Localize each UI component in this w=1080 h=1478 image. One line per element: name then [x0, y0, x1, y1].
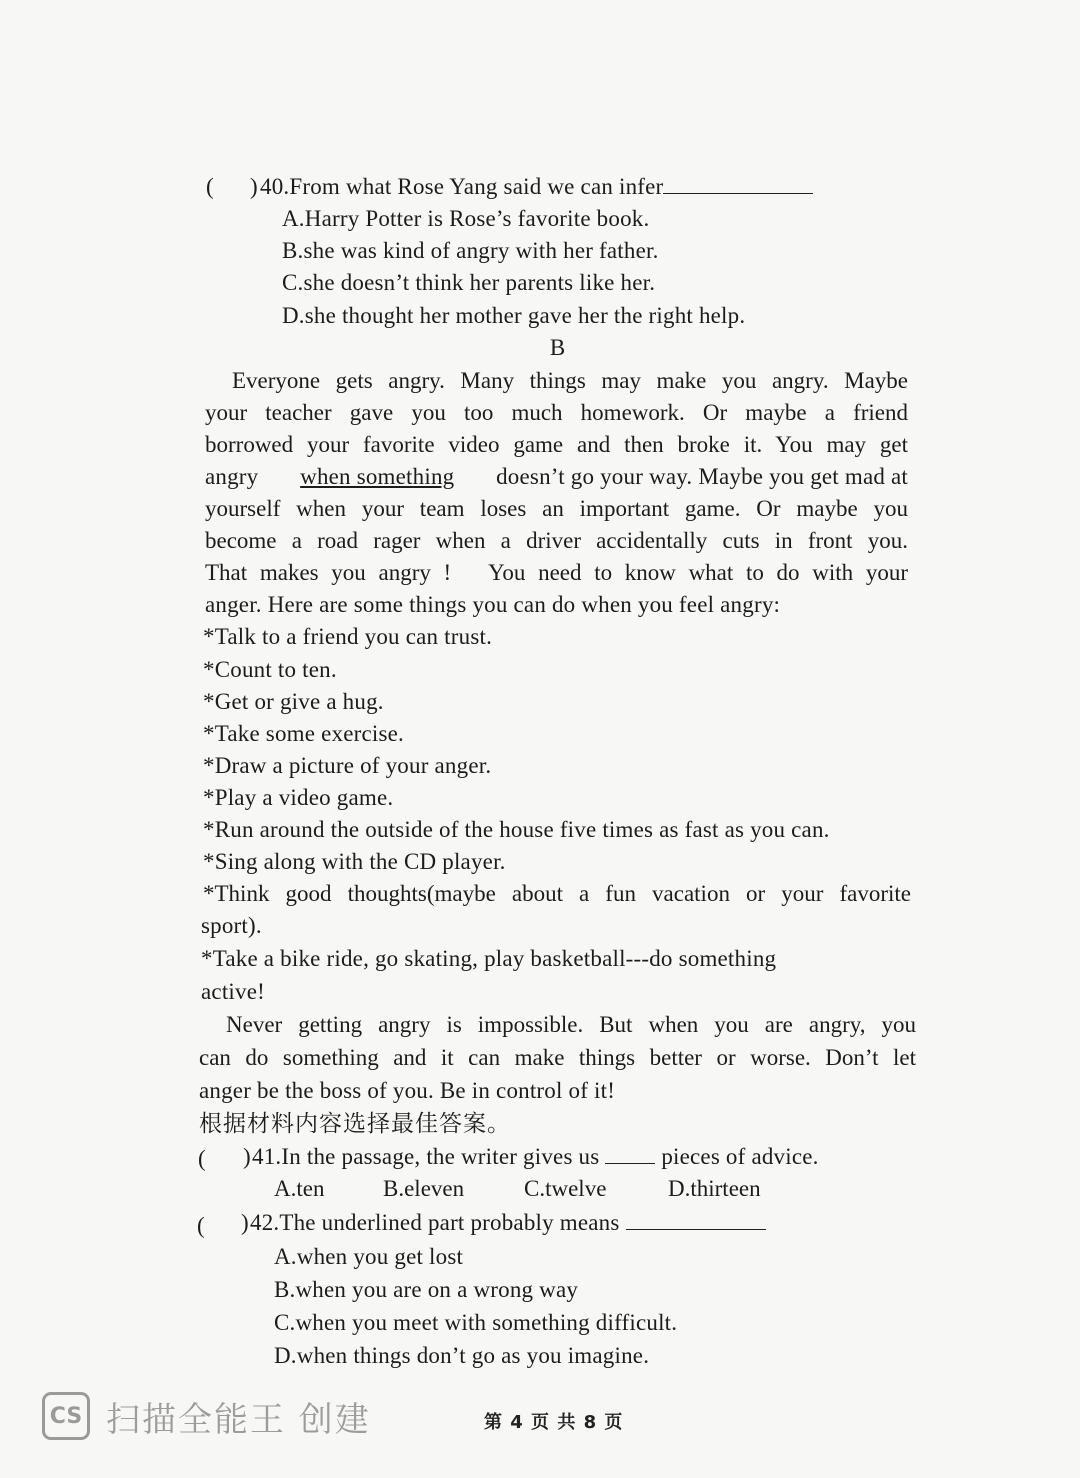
q41-option-a: A.ten — [274, 1176, 325, 1201]
tip-6: *Play a video game. — [203, 785, 394, 810]
para1-line-1: Everyone gets angry. Many things may make you angry. Maybe — [232, 368, 908, 393]
para2-line-3: anger be the boss of you. Be in control of it! — [199, 1078, 616, 1103]
q41-answer-blank — [605, 1145, 655, 1164]
camscanner-watermark — [42, 1390, 371, 1442]
camscanner-logo-icon: CS — [42, 1392, 90, 1440]
watermark-text: 扫描全能王 创建 — [106, 1399, 371, 1440]
tip-10-cont: active! — [201, 979, 265, 1004]
q40-option-c: C.she doesn’t think her parents like her. — [282, 270, 656, 295]
q40-option-d: D.she thought her mother gave her the right help. — [282, 303, 746, 328]
q42-stem-text: 42.The underlined part probably means — [250, 1210, 620, 1235]
q41-option-d: D.thirteen — [668, 1176, 761, 1201]
tip-8: *Sing along with the CD player. — [203, 849, 506, 874]
q42-answer-blank — [626, 1211, 766, 1230]
q41-answer-paren-open: ( — [198, 1146, 206, 1171]
q42-option-d: D.when things don’t go as you imagine. — [274, 1343, 650, 1368]
q42-answer-paren-open: ( — [197, 1213, 205, 1238]
q41-option-b: B.eleven — [383, 1176, 465, 1201]
tip-9: *Think good thoughts(maybe about a fun vacation or your favorite — [203, 881, 911, 906]
q40-stem-text: 40.From what Rose Yang said we can infer — [260, 174, 664, 199]
tip-2: *Count to ten. — [203, 657, 337, 682]
tip-10: *Take a bike ride, go skating, play basketball---do something — [201, 946, 777, 971]
q42-stem — [250, 1208, 766, 1238]
q40-answer-blank — [663, 175, 813, 194]
tip-5: *Draw a picture of your anger. — [203, 753, 492, 778]
page-indicator: 第 4 页 共 8 页 — [484, 1412, 624, 1433]
q41-answer-paren-close: ) — [243, 1144, 251, 1169]
q40-answer-paren-close: ) — [250, 174, 258, 199]
tip-7: *Run around the outside of the house five times as fast as you can. — [203, 817, 830, 842]
underlined-phrase: when something — [300, 464, 455, 489]
para1-line-3: borrowed your favorite video game and then broke it. You may get — [205, 432, 908, 457]
para1-line-4-end: doesn’t go your way. Maybe you get mad at — [496, 464, 908, 489]
tip-9-cont: sport). — [201, 913, 262, 938]
para1-line-6: become a road rager when a driver accidentally cuts in front you. — [205, 528, 908, 553]
para1-line-5: yourself when your team loses an important game. Or maybe you — [205, 496, 908, 521]
q42-answer-paren-close: ) — [241, 1210, 249, 1235]
section-b-heading: B — [549, 335, 566, 360]
q42-option-c: C.when you meet with something difficult. — [274, 1310, 678, 1335]
q41-stem-text: 41.In the passage, the writer gives us — [252, 1144, 600, 1169]
q41-stem — [252, 1142, 819, 1172]
tip-4: *Take some exercise. — [203, 721, 404, 746]
q40-option-b: B.she was kind of angry with her father. — [282, 238, 659, 263]
para2-line-1: Never getting angry is impossible. But when you are angry, you — [226, 1012, 916, 1037]
para1-line-2: your teacher gave you too much homework. Or maybe a friend — [205, 400, 908, 425]
tip-3: *Get or give a hug. — [203, 689, 384, 714]
q40-option-a: A.Harry Potter is Rose’s favorite book. — [282, 206, 650, 231]
q41-option-c: C.twelve — [524, 1176, 607, 1201]
para1-line-7: That makes you angry ! You need to know what to do with your — [205, 560, 908, 585]
para1-line-4 — [205, 462, 908, 492]
q40-stem — [260, 172, 813, 202]
tip-1: *Talk to a friend you can trust. — [203, 624, 493, 649]
q42-option-a: A.when you get lost — [274, 1244, 464, 1269]
instruction-cn: 根据材料内容选择最佳答案。 — [199, 1111, 511, 1137]
q40-answer-paren-open: ( — [206, 174, 214, 199]
q42-option-b: B.when you are on a wrong way — [274, 1277, 579, 1302]
para1-line-8: anger. Here are some things you can do when you feel angry: — [205, 592, 781, 617]
q41-stem-end: pieces of advice. — [661, 1144, 819, 1169]
para1-line-4-start: angry — [205, 464, 259, 489]
para2-line-2: can do something and it can make things better or worse. Don’t let — [199, 1045, 916, 1070]
